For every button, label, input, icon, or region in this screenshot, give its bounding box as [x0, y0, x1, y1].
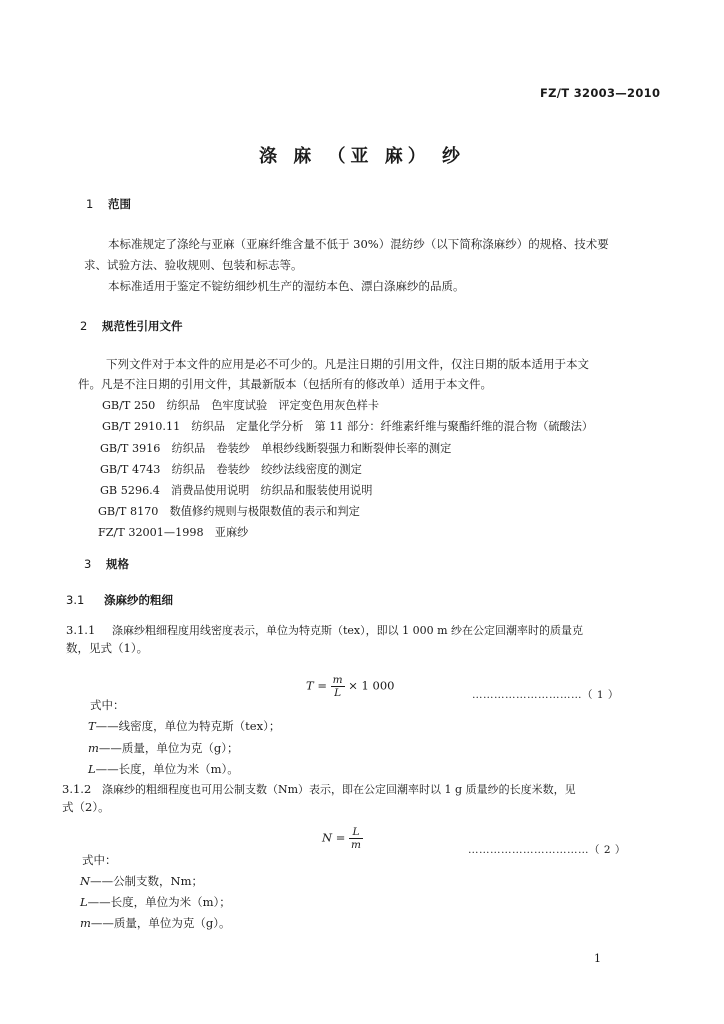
reference-item: FZ/T 32001—1998 亚麻纱 [98, 526, 249, 539]
clause-text: 涤麻纱的粗细程度也可用公制支数（Nm）表示，即在公定回潮率时以 1 g 质量纱的长度米数，见 [102, 783, 576, 796]
section-3-heading [84, 556, 129, 572]
formula-fraction [349, 826, 363, 851]
section-2-heading [80, 318, 183, 334]
section-title: 规范性引用文件 [102, 319, 183, 333]
definition-text: ——公制支数，Nm； [90, 874, 204, 888]
section-title: 范围 [108, 197, 132, 211]
subsection-title: 涤麻纱的粗细 [104, 593, 174, 607]
clause-3-1-2-line-2: 式（2）。 [62, 800, 110, 814]
reference-item: GB/T 8170 数值修约规则与极限数值的表示和判定 [98, 505, 360, 518]
fraction-numerator: L [349, 826, 363, 839]
definition-item [80, 873, 203, 889]
formula-rhs: × 1 000 [348, 678, 395, 693]
fraction-numerator: m [332, 674, 343, 686]
symbol: m [88, 741, 99, 755]
symbol: L [80, 895, 88, 909]
fraction-denominator: L [334, 687, 342, 699]
definition-text: ——长度，单位为米（m）。 [95, 762, 239, 776]
symbol: m [80, 916, 91, 930]
reference-item: GB/T 250 纺织品 色牢度试验 评定变色用灰色样卡 [102, 399, 380, 412]
definition-text: ——质量，单位为克（g）； [98, 741, 239, 755]
reference-item: GB/T 4743 纺织品 卷装纱 绞纱法线密度的测定 [100, 463, 362, 476]
symbol: L [88, 762, 96, 776]
formula-2-number: ……………………………（ 2 ） [468, 844, 626, 856]
formula-1-number: …………………………（ 1 ） [472, 689, 619, 701]
formula-1 [306, 674, 394, 699]
clause-number: 3.1.2 [62, 782, 92, 796]
definition-item [80, 915, 231, 931]
section-number: 3 [84, 557, 92, 571]
subsection-3-1-heading [66, 592, 173, 608]
s1-paragraph-2: 本标准适用于鉴定不锭纺细纱机生产的湿纺本色、漂白涤麻纱的品质。 [108, 279, 465, 293]
formula-2 [322, 826, 363, 851]
definition-item [80, 894, 231, 910]
where-label: 式中： [90, 698, 125, 712]
fraction-denominator: m [351, 839, 361, 851]
clause-3-1-1-line-1 [66, 622, 583, 639]
definition-item [88, 740, 239, 756]
s2-paragraph-line-2: 件。凡是不注日期的引用文件，其最新版本（包括所有的修改单）适用于本文件。 [78, 377, 492, 391]
definition-text: ——长度，单位为米（m）； [87, 895, 231, 909]
definition-text: ——线密度，单位为特克斯（tex）； [95, 719, 281, 733]
section-1-heading [86, 196, 131, 212]
clause-number: 3.1.1 [66, 623, 96, 637]
s1-paragraph-1-line-1: 本标准规定了涤纶与亚麻（亚麻纤维含量不低于 30%）混纺纱（以下简称涤麻纱）的规格、技术要 [108, 237, 609, 251]
s2-paragraph-line-1: 下列文件对于本文件的应用是必不可少的。凡是注日期的引用文件，仅注日期的版本适用于本文 [106, 357, 589, 371]
formula-lhs: T = [306, 678, 327, 693]
section-number: 2 [80, 319, 88, 333]
clause-3-1-1-line-2: 数，见式（1）。 [66, 641, 149, 655]
reference-item: GB/T 2910.11 纺织品 定量化学分析 第 11 部分：纤维素纤维与聚酯纤维的混合物（硫酸法） [102, 420, 594, 433]
symbol: T [88, 719, 96, 733]
reference-item: GB 5296.4 消费品使用说明 纺织品和服装使用说明 [100, 484, 373, 497]
page-number: 1 [594, 952, 601, 965]
section-number: 1 [86, 197, 94, 211]
formula-fraction [331, 674, 345, 699]
clause-3-1-2-line-1 [62, 781, 576, 798]
definition-item [88, 761, 239, 777]
where-label: 式中： [82, 853, 117, 867]
formula-lhs: N = [322, 830, 346, 845]
symbol: N [80, 874, 91, 888]
document-title: 涤 麻 （亚 麻） 纱 [258, 146, 466, 167]
reference-item: GB/T 3916 纺织品 卷装纱 单根纱线断裂强力和断裂伸长率的测定 [100, 442, 452, 455]
definition-item [88, 718, 280, 734]
standard-number: FZ/T 32003—2010 [540, 86, 661, 100]
definition-text: ——质量，单位为克（g）。 [90, 916, 231, 930]
section-title: 规格 [106, 557, 130, 571]
s1-paragraph-1-line-2: 求、试验方法、验收规则、包装和标志等。 [84, 258, 303, 272]
subsection-number: 3.1 [66, 593, 85, 607]
clause-text: 涤麻纱粗细程度用线密度表示，单位为特克斯（tex），即以 1 000 m 纱在公定回潮率时的质量克 [112, 624, 584, 637]
